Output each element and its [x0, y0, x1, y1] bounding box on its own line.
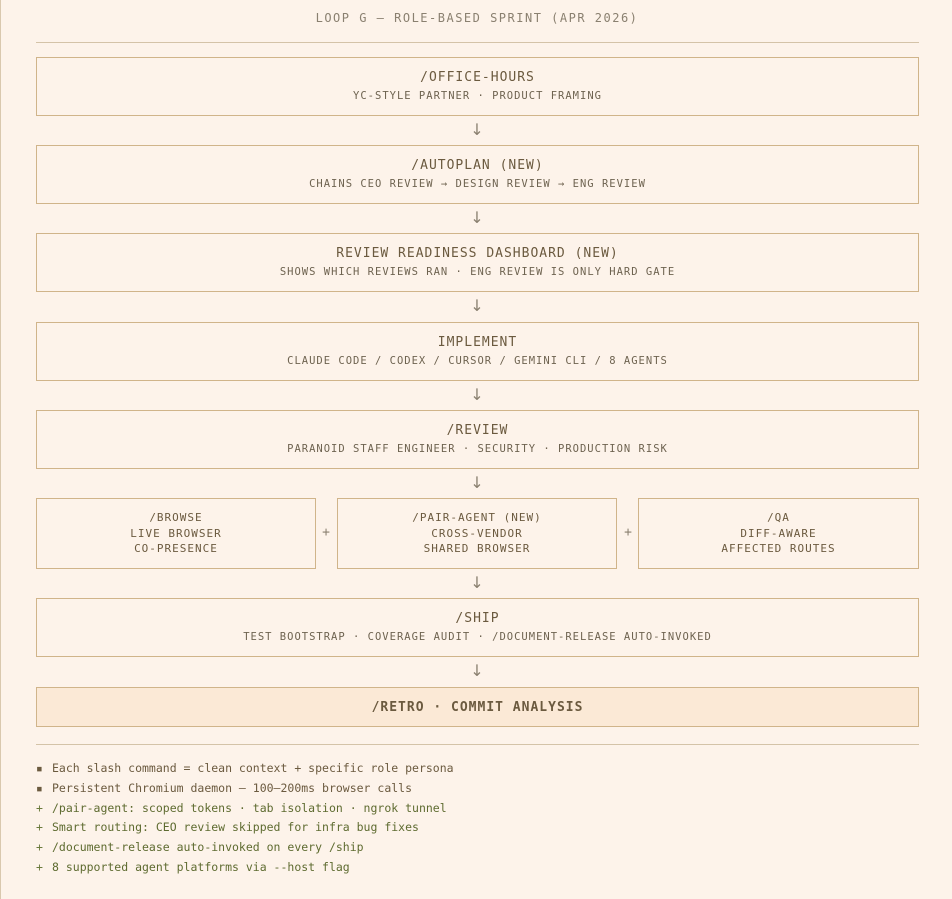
step-qa-title: /QA [767, 511, 790, 524]
note-item [36, 819, 919, 839]
step-retro-title: /RETRO · COMMIT ANALYSIS [371, 700, 584, 715]
flow-arrow-icon: ↓ [470, 208, 484, 227]
step-autoplan-title: /AUTOPLAN (NEW) [411, 158, 544, 173]
note-text: /document-release auto-invoked on every /ship [52, 840, 364, 855]
step-review-dashboard [36, 233, 919, 292]
flow-arrow-icon: ↓ [470, 120, 484, 139]
note-item [36, 780, 919, 800]
step-ship [36, 598, 919, 657]
step-browse-title: /BROWSE [149, 511, 203, 524]
bullet-icon: ▪ [36, 761, 43, 775]
note-text: Each slash command = clean context + specific role persona [52, 761, 454, 775]
plus-icon: + [36, 840, 43, 855]
step-pair-agent-line: SHARED BROWSER [423, 542, 531, 555]
step-qa-line: AFFECTED ROUTES [721, 542, 836, 555]
note-text: 8 supported agent platforms via --host flag [52, 859, 350, 874]
step-office-hours-title: /OFFICE-HOURS [420, 70, 535, 85]
flow-arrow-icon: ↓ [470, 661, 484, 680]
top-divider [36, 42, 919, 43]
flow-arrow-icon: ↓ [470, 296, 484, 315]
plus-icon: + [36, 859, 43, 874]
note-text: Smart routing: CEO review skipped for infra bug fixes [52, 820, 419, 835]
step-review-title: /REVIEW [446, 423, 509, 438]
step-implement [36, 322, 919, 381]
step-browse-line: LIVE BROWSER [130, 526, 222, 540]
notes-list [36, 760, 919, 879]
step-qa-line: DIFF-AWARE [740, 526, 817, 540]
note-text: /pair-agent: scoped tokens · tab isolation · ngrok tunnel [52, 800, 447, 815]
step-review-dashboard-title: REVIEW READINESS DASHBOARD (NEW) [336, 246, 619, 261]
flow-arrow-icon: ↓ [470, 385, 484, 404]
step-review-dashboard-subtitle: SHOWS WHICH REVIEWS RAN · ENG REVIEW IS ONLY HARD GATE [279, 266, 676, 278]
bullet-icon: ▪ [36, 780, 43, 795]
note-item [36, 760, 919, 780]
note-item [36, 859, 919, 879]
step-implement-title: IMPLEMENT [437, 335, 518, 350]
step-browse [36, 498, 316, 569]
step-review-subtitle: PARANOID STAFF ENGINEER · SECURITY · PRODUCTION RISK [287, 443, 668, 455]
step-pair-agent-line: CROSS-VENDOR [431, 526, 523, 540]
step-autoplan-subtitle: CHAINS CEO REVIEW → DESIGN REVIEW → ENG REVIEW [309, 178, 646, 190]
note-text: Persistent Chromium daemon — 100–200ms browser calls [52, 780, 413, 795]
plus-icon: + [36, 820, 43, 835]
step-autoplan [36, 145, 919, 204]
step-office-hours-subtitle: YC-STYLE PARTNER · PRODUCT FRAMING [353, 90, 602, 102]
step-implement-subtitle: CLAUDE CODE / CODEX / CURSOR / GEMINI CLI / 8 AGENTS [287, 355, 668, 367]
step-ship-title: /SHIP [455, 611, 500, 626]
flow-arrow-icon: ↓ [470, 573, 484, 592]
step-review [36, 410, 919, 469]
diagram-title: LOOP G — ROLE-BASED SPRINT (APR 2026) [315, 11, 639, 25]
note-item [36, 800, 919, 820]
step-ship-subtitle: TEST BOOTSTRAP · COVERAGE AUDIT · /DOCUMENT-RELEASE AUTO-INVOKED [243, 631, 712, 643]
bottom-divider [36, 744, 919, 745]
plus-icon: + [36, 800, 43, 815]
step-office-hours [36, 57, 919, 116]
step-pair-agent-title: /PAIR-AGENT (NEW) [412, 511, 542, 524]
plus-icon: + [322, 525, 330, 540]
step-qa [638, 498, 919, 569]
step-retro [36, 687, 919, 727]
flow-arrow-icon: ↓ [470, 473, 484, 492]
step-pair-agent [337, 498, 617, 569]
note-item [36, 839, 919, 859]
step-browse-line: CO-PRESENCE [134, 542, 218, 555]
plus-icon: + [624, 525, 632, 540]
